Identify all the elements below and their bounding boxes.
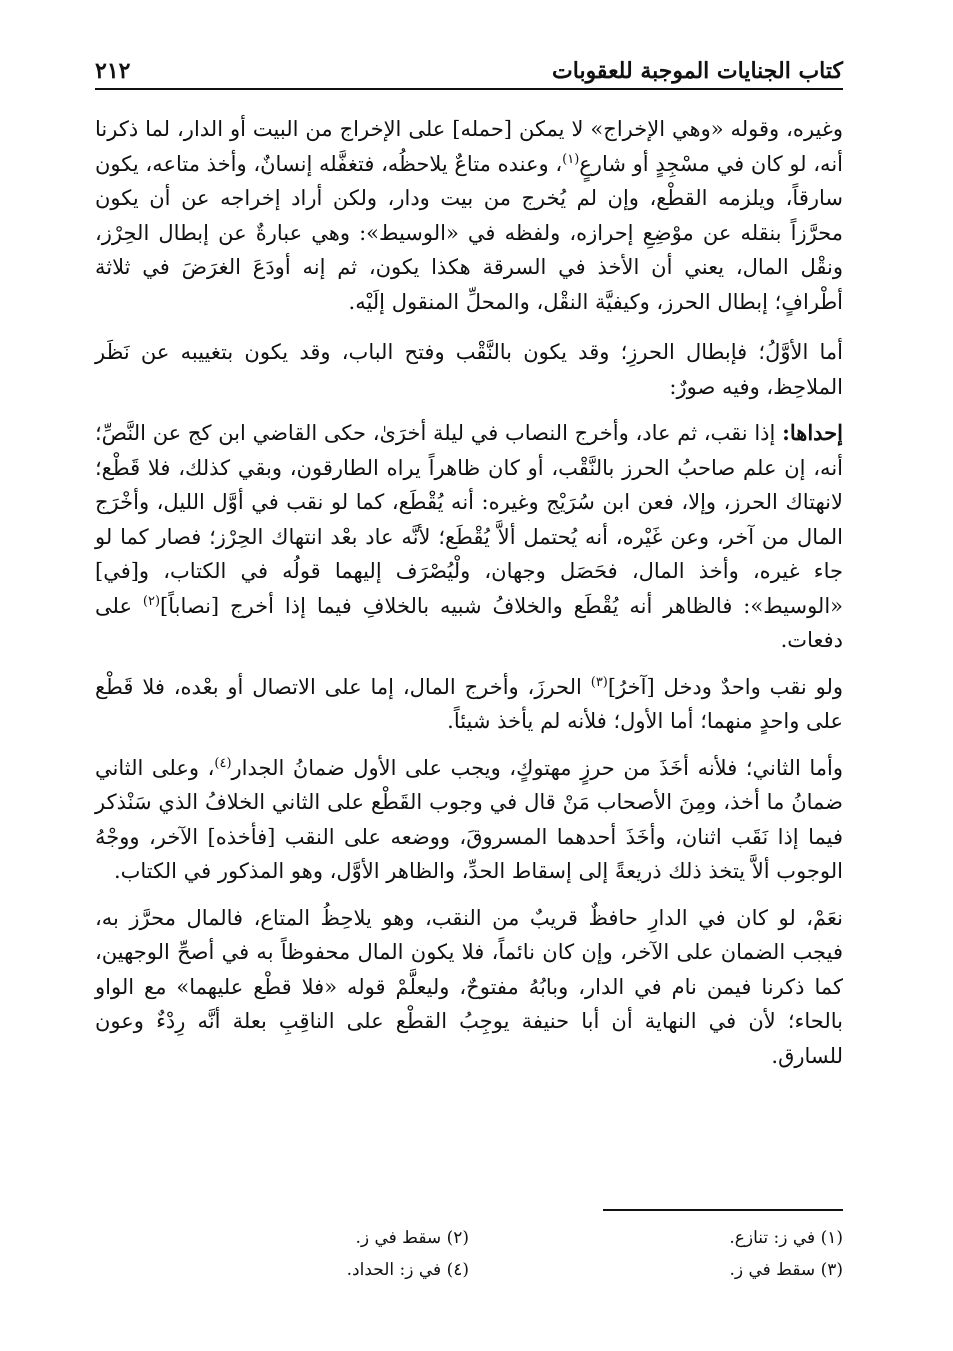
footnote-text: في ز: تنازع. (729, 1228, 816, 1248)
footnote-text: سقط في ز. (729, 1260, 816, 1280)
footnote-4 (95, 1254, 469, 1286)
footnote-row (95, 1222, 843, 1254)
paragraph-6: نعَمْ، لو كان في الدارِ حافظٌ قريبٌ من النقب، وهو يلاحِظُ المتاع، فالمال محرَّز به، فيجب الضمان على الآخر، وإن كان نائماً، فلا يكون المال محفوظاً به في أصحِّ الوجهين، كما ذكرنا فيمن نام في الدار، وبابُهُ مفتوحٌ، وليعلَّمْ قوله «فلا قطْع عليهما» مع الواو بالحاء؛ لأن في النهاية أن أبا حنيفة يوجِبُ القطْع على الناقِبِ بعلة أنَّه رِدْءٌ وعون للسارق. (95, 905, 843, 1068)
paragraph-5-part-a: وأما الثاني؛ فلأنه أخَذَ من حرزٍ مهتوكٍ، ويجب على الأول ضمانُ الجدار (231, 755, 844, 780)
footnote-number: (٤) (446, 1260, 469, 1280)
footnote-divider (603, 1209, 843, 1211)
footnote-2 (95, 1222, 469, 1254)
footnote-row (95, 1254, 843, 1286)
footnotes (95, 1222, 843, 1286)
paragraph-4-part-b: الحرزَ، وأخرج المال، إما على الاتصال أو بعْده، فلا قَطْع على واحدٍ منهما؛ أما الأول؛ فلأنه لم يأخذ شيئاً. (95, 674, 843, 733)
footnote-text: في ز: الحداد. (346, 1260, 442, 1280)
paragraph-4-part-a: ولو نقب واحدٌ ودخل [آخرُ] (607, 674, 844, 699)
paragraph-2: أما الأوَّلُ؛ فإبطال الحرزِ؛ وقد يكون بالنَّقْب وفتح الباب، وقد يكون بتغييبه عن نَظَر الملاحِظ، وفيه صورٌ: (95, 340, 843, 399)
paragraph-3 (95, 416, 843, 658)
footnote-ref-3[interactable]: (٣) (590, 674, 608, 690)
footnote-number: (٣) (820, 1260, 843, 1280)
paragraph-1-part-b: ، وعنده متاعٌ يلاحظُه، فتغفَّله إنسانٌ، وأخذ متاعه، يكون سارقاً، ويلزمه القطْع، وإن لم يُخرج من بيت ودار، ولكن أراد إخراجه عن أن يكون محرَّزاً بنقله عن موْضِعِ إحرازه، ولفظه في «الوسيط»: وهي عبارةٌ عن إبطال الحِرْز، ونقْل المال، يعني أن الأخذ في السرقة هكذا يكون، ثم إنه أودَعَ الغرَضَ في ثلاثة أطْرافٍ؛ إبطال الحرز، وكيفيَّة النقْل، والمحلِّ المنقول إلَيْه. (95, 151, 843, 314)
footnote-ref-1[interactable]: (١) (562, 151, 580, 167)
paragraph-3-label: إحداها: (782, 420, 843, 445)
footnote-number: (٢) (446, 1228, 469, 1248)
footnote-text: سقط في ز. (355, 1228, 442, 1248)
footnote-number: (١) (820, 1228, 843, 1248)
footnote-1 (469, 1222, 843, 1254)
paragraph-4 (95, 670, 843, 739)
footnote-3 (469, 1254, 843, 1286)
running-header (95, 46, 843, 90)
paragraph-3-part-a: إذا نقب، ثم عاد، وأخرج النصاب في ليلة أخرَىٰ، حكى القاضي ابن كج عن النَّصِّ؛ أنه، إن علم صاحبُ الحرز بالنَّقْب، أو كان ظاهراً يراه الطارقون، وبقي كذلك، فلا قَطْع؛ لانهتاك الحرز، وإلا، فعن ابن سُرَيْج وغيره: أنه يُقْطَع، كما لو نقب في أوَّل الليل، وأخْرَج المال من آخر، وعن غَيْره، أنه يُحتمل ألاَّ يُقْطَع؛ لأنَّه عاد بعْد انتهاك الحِرْز؛ فصار كما لو جاء غيره، وأخذ المال، فحَصَل وجهان، ولْيُصْرَف إليهما قولُه في الكتاب، و[في] «الوسيط»: فالظاهر أنه يُقْطَع والخلافُ شبيه بالخلافِ فيما إذا أخرج [نصاباً] (95, 421, 843, 618)
footnote-ref-4[interactable]: (٤) (214, 755, 232, 771)
paragraph-3-part-b: على دفعات. (95, 593, 843, 652)
page-number: ٢١٢ (95, 58, 131, 84)
running-title: كتاب الجنايات الموجبة للعقوبات (552, 58, 843, 84)
footnote-ref-2[interactable]: (٢) (142, 593, 161, 609)
paragraph-5 (95, 751, 843, 889)
paragraph-1-part-a: وغيره، وقوله «وهي الإخراج» لا يمكن [حمله] على الإخراج من البيت أو الدار، لما ذكرنا أنه، لو كان في مسْجِدٍ أو شارعٍ (95, 117, 843, 176)
main-text (95, 112, 843, 1085)
paragraph-1 (95, 112, 843, 319)
paragraph-5-part-b: ، وعلى الثاني ضمانُ ما أخذ، ومِنَ الأصحاب مَنْ قال في وجوب القَطْع على الثاني الخلافُ الذي سَنْذكر فيما إذا نَقَب اثنان، وأخَذَ أحدهما المسروقَ، ووضعه على النقب [فأخذه] الآخر، ووجْهُ الوجوب ألاَّ يتخذ ذلك ذريعةً إلى إسقاط الحدِّ، والظاهر الأوَّل، وهو المذكور في الكتاب. (95, 755, 843, 883)
